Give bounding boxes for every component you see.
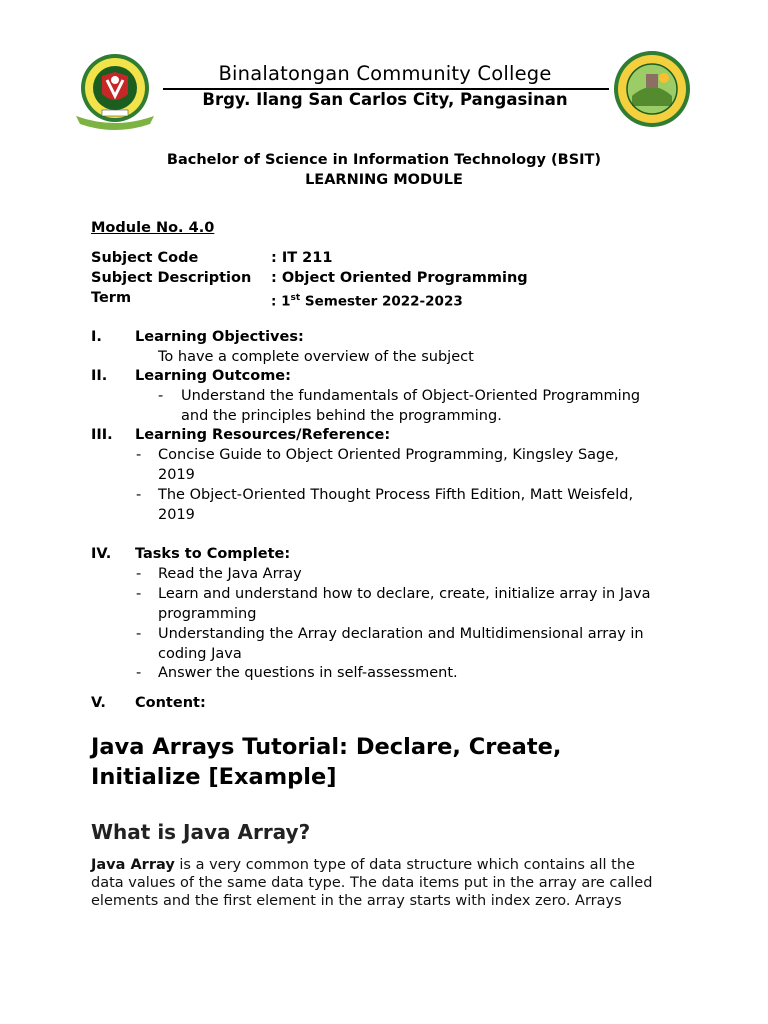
list-dash: - [136, 626, 142, 642]
section-title: Tasks to Complete: [135, 546, 291, 562]
college-seal-logo [72, 50, 158, 134]
section-number: III. [91, 427, 113, 443]
city-seal-logo [612, 48, 692, 130]
college-address: Brgy. Ilang San Carlos City, Pangasinan [202, 90, 568, 109]
list-item-line: coding Java [158, 646, 242, 662]
subject-code-label: Subject Code [91, 250, 199, 266]
section-number: I. [91, 329, 102, 345]
list-dash: - [136, 447, 142, 463]
term-value [271, 288, 463, 312]
list-item [181, 386, 681, 426]
subject-description-value: : Object Oriented Programming [271, 270, 528, 286]
list-dash: - [136, 487, 142, 503]
paragraph-text: is a very common type of data structure which contains all the [174, 857, 635, 873]
module-number: Module No. 4.0 [91, 220, 215, 236]
program-line: Bachelor of Science in Information Technology (BSIT) [166, 152, 602, 168]
list-item-line: The Object-Oriented Thought Process Fifth Edition, Matt Weisfeld, [158, 487, 634, 503]
paragraph-line: data values of the same data type. The data items put in the array are called [91, 875, 653, 891]
section-number: II. [91, 368, 108, 384]
heading-line: Java Arrays Tutorial: Declare, Create, [91, 734, 562, 760]
list-item-line: 2019 [158, 467, 195, 483]
section-title: Learning Resources/Reference: [135, 427, 391, 443]
section-title: Content: [135, 695, 206, 711]
list-item [158, 584, 678, 624]
paragraph-line: elements and the first element in the array starts with index zero. Arrays [91, 893, 622, 909]
section-number: IV. [91, 546, 112, 562]
list-dash: - [136, 586, 142, 602]
objective-text: To have a complete overview of the subject [158, 349, 474, 365]
list-item: Read the Java Array [158, 566, 302, 582]
section-title: Learning Outcome: [135, 368, 291, 384]
term-label: Term [91, 290, 132, 306]
list-item-line: Understanding the Array declaration and Multidimensional array in [158, 626, 644, 642]
program-title [60, 150, 708, 190]
content-paragraph [91, 856, 691, 910]
list-item-line: Learn and understand how to declare, create, initialize array in Java [158, 586, 651, 602]
subject-code-value: : IT 211 [271, 250, 333, 266]
paragraph-line [91, 856, 691, 874]
list-item-line: Concise Guide to Object Oriented Programming, Kingsley Sage, [158, 447, 619, 463]
list-item-line: Understand the fundamentals of Object-Oriented Programming [181, 388, 641, 404]
list-dash: - [158, 388, 164, 404]
list-dash: - [136, 665, 142, 681]
heading-line: Initialize [Example] [91, 764, 337, 790]
section-title: Learning Objectives: [135, 329, 304, 345]
list-item: Answer the questions in self-assessment. [158, 665, 458, 681]
subject-description-label: Subject Description [91, 270, 252, 286]
list-item [158, 624, 678, 664]
list-item-line: and the principles behind the programming. [181, 408, 502, 424]
list-item [158, 485, 678, 525]
term-rest: Semester 2022-2023 [300, 293, 463, 310]
term-sup: st [290, 293, 301, 303]
content-subheading: What is Java Array? [91, 820, 311, 844]
section-number: V. [91, 695, 106, 711]
module-label: LEARNING MODULE [305, 172, 463, 188]
term-java-array: Java Array [91, 857, 175, 873]
content-heading [91, 732, 691, 792]
list-item [158, 445, 678, 485]
list-dash: - [136, 566, 142, 582]
term-prefix: : 1 [271, 293, 291, 310]
list-item-line: programming [158, 606, 257, 622]
list-item-line: 2019 [158, 507, 195, 523]
college-name: Binalatongan Community College [218, 62, 552, 85]
